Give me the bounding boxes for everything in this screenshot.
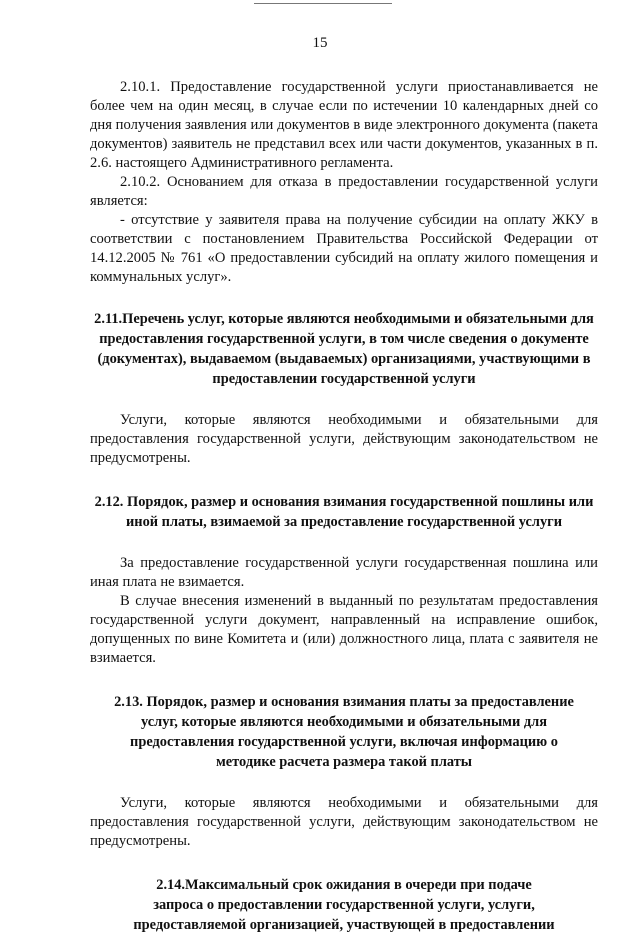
heading-2-12: 2.12. Порядок, размер и основания взимания государственной пошлины или иной платы, взимаемой за предоставление государственной услуги: [94, 494, 594, 530]
paragraph-2-12-text-1: За предоставление государственной услуги государственная пошлина или иная плата не взимается.: [90, 555, 598, 590]
heading-2-14: 2.14.Максимальный срок ожидания в очереди при подаче запроса о предоставлении государственной услуги, услуги, предоставляемой организацией, участвующей в предоставлении: [133, 877, 555, 933]
document-body: [90, 78, 598, 935]
paragraph-2-12-text-2: В случае внесения изменений в выданный по результатам предоставления государственной услуги документ, направленный на исправление ошибок, допущенных по вине Комитета и (или) должностного лица, плата с заявителя не взимается.: [90, 593, 598, 666]
paragraph-2-10-1: 2.10.1. Предоставление государственной услуги приостанавливается не более чем на один месяц, в случае если по истечении 10 календарных дней со дня получения заявления или документов в виде электронного документа (пакета документов) заявитель не представил всех или части документов, указанных в п. 2.6. настоящего Административного регламента.: [90, 79, 598, 171]
paragraph-refusal-ground: - отсутствие у заявителя права на получение субсидии на оплату ЖКУ в соответствии с постановлением Правительства Российской Федерации от 14.12.2005 № 761 «О предоставлении субсидий на оплату жилого помещения и коммунальных услуг».: [90, 212, 598, 285]
top-rule: [254, 3, 392, 4]
heading-2-13: 2.13. Порядок, размер и основания взимания платы за предоставление услуг, которые являются необходимыми и обязательными для предоставления государственной услуги, включая информацию о методике расчета размера такой платы: [114, 694, 574, 770]
heading-2-11: 2.11.Перечень услуг, которые являются необходимыми и обязательными для предоставления государственной услуги, в том числе сведения о документе (документах), выдаваемом (выдаваемых) организациями, участвующими в предоставлении государственной услуги: [94, 311, 594, 387]
paragraph-2-11-text: Услуги, которые являются необходимыми и обязательными для предоставления государственной услуги, действующим законодательством не предусмотрены.: [90, 412, 598, 466]
page-number: 15: [312, 35, 328, 51]
paragraph-2-10-2: 2.10.2. Основанием для отказа в предоставлении государственной услуги является:: [90, 174, 598, 209]
paragraph-2-13-text: Услуги, которые являются необходимыми и обязательными для предоставления государственной услуги, действующим законодательством не предусмотрены.: [90, 795, 598, 849]
